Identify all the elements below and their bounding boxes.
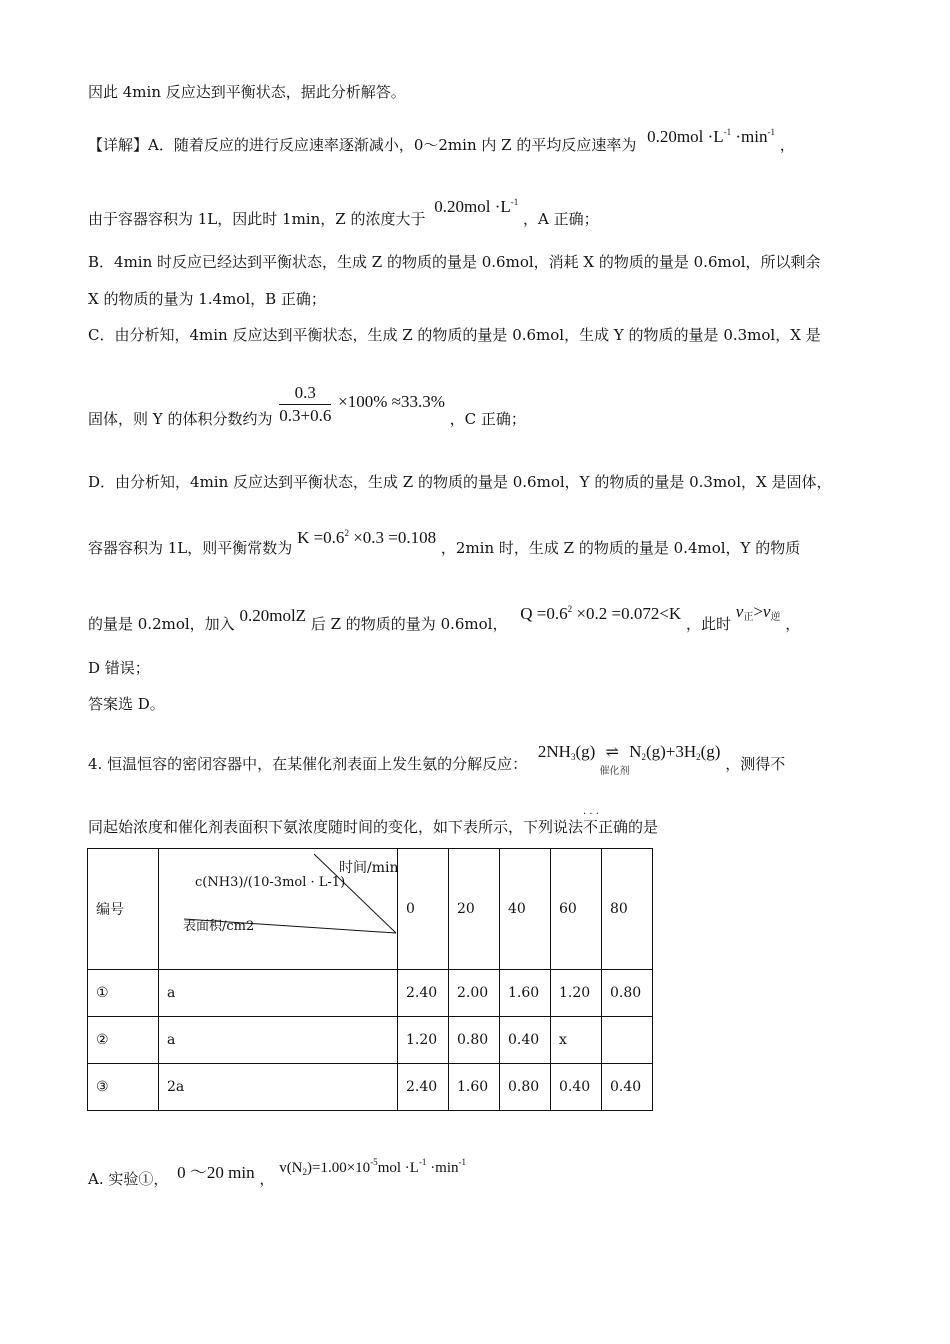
detail-a-line-2 [88,197,599,229]
math-text: v [735,602,744,621]
equilibrium-arrow-icon: ⇌ [605,744,619,761]
math-text: ×100% ≈33.3% [338,391,445,411]
greater-than-sign: > [753,602,763,621]
detail-d-line-4: D 错误； [88,659,150,677]
row-value [602,1017,653,1064]
math-text: v [762,602,771,621]
catalyst-arrow [599,742,630,777]
row-id: ③ [88,1064,159,1111]
math-text: 0.20mol ·L [647,127,724,146]
text-segment: ，A 正确； [523,210,599,228]
superscript: -1 [767,127,775,137]
data-table [87,848,653,1111]
column-header-id: 编号 [88,849,159,970]
row-area: a [159,1017,398,1064]
math-text: mol ·L [377,1160,419,1176]
detail-c-line: C．由分析知，4min 反应达到平衡状态，生成 Z 的物质的量是 0.6mol，生成 Y 的物质的量是 0.3mol，X 是 [88,326,821,344]
row-value: 0.40 [500,1017,551,1064]
row-value: 1.20 [398,1017,449,1064]
row-value: 0.40 [602,1064,653,1111]
less-than-sign: < [659,604,669,623]
row-value: 1.60 [449,1064,500,1111]
fraction-denominator: 0.3+0.6 [279,406,332,425]
text-segment: ，C 正确； [449,409,526,428]
text-segment: 4. 恒温恒容的密闭容器中，在某催化剂表面上发生氨的分解反应： [88,755,528,773]
math-text: (g) [575,742,596,761]
row-value: 2.00 [449,970,500,1017]
superscript: -1 [510,197,519,207]
rate-comparison [736,602,781,621]
superscript: -1 [723,127,732,137]
detail-d-line-2 [88,528,801,558]
time-header: 0 [398,849,449,970]
time-interval: 0 ～20 min [177,1163,255,1182]
row-value: 2.40 [398,970,449,1017]
math-text: K [668,604,682,623]
math-text: )=1.00×10 [307,1160,371,1176]
math-text: N [629,742,642,761]
detail-b-line: B．4min 时反应已经达到平衡状态，生成 Z 的物质的量是 0.6mol，消耗 X 的物质的量是 0.6mol，所以剩余 [88,253,821,271]
question-4-stem [88,742,786,779]
text-segment: ，此时 [685,615,731,633]
row-id: ② [88,1017,159,1064]
reaction-quotient-expression [520,604,681,623]
text-segment: 容器容积为 1L，则平衡常数为 [88,539,293,557]
math-text: Q =0.6 [520,604,568,623]
time-axis-label: 时间/min [339,860,399,876]
math-text: ·min [735,127,768,146]
superscript: -1 [418,1157,427,1167]
concentration-label: c(NH3)/(10-3mol · L-1) [195,875,346,890]
math-text: ×0.2 =0.072 [572,604,660,623]
option-a [88,1157,467,1194]
row-value: 0.80 [449,1017,500,1064]
punctuation: ， [785,615,801,633]
row-value: 2.40 [398,1064,449,1111]
rate-expression [647,127,775,146]
text-line: 因此 4min 反应达到平衡状态，据此分析解答。 [88,83,406,101]
text-segment: 固体，则 Y 的体积分数约为 [88,409,273,428]
row-value: 1.60 [500,970,551,1017]
math-text: (g)+3H [645,742,697,761]
table-header-row [88,849,653,970]
detail-c-line-2 [88,382,526,427]
subscript: 逆 [770,612,781,623]
math-text: (g) [700,742,721,761]
emphasis-text: · · · 不正确 [583,817,628,837]
area-label: 表面积/cm2 [183,919,255,934]
math-text: 2NH [537,742,571,761]
superscript: -1 [458,1157,467,1167]
subscript: 3 [570,752,576,762]
reaction-equation [537,742,721,777]
math-text: 0.20mol ·L [434,197,511,216]
time-header: 80 [602,849,653,970]
text-segment: ，测得不 [725,755,786,773]
punctuation: ， [259,1170,275,1188]
subscript: 正 [743,612,754,623]
row-id: ① [88,970,159,1017]
fraction-numerator: 0.3 [279,382,331,405]
rate-value-expression [279,1157,467,1177]
time-header: 40 [500,849,551,970]
equilibrium-constant-expression [297,528,436,547]
row-value: 0.40 [551,1064,602,1111]
text-segment: 【详解】A．随着反应的进行反应速率逐渐减小，0～2min 内 Z 的平均反应速率为 [88,136,637,154]
text-segment: 同起始浓度和催化剂表面积下氨浓度随时间的变化，如下表所示，下列说法 [88,818,584,836]
detail-b-line-2: X 的物质的量为 1.4mol，B 正确； [88,290,326,308]
math-text: ×0.3 =0.108 [348,528,437,547]
subscript: 2 [302,1167,308,1177]
row-value: 0.80 [602,970,653,1017]
superscript: -5 [370,1157,378,1167]
punctuation: ， [779,136,795,154]
fraction [279,382,331,427]
detail-d-line: D．由分析知，4min 反应达到平衡状态，生成 Z 的物质的量是 0.6mol，Y 的物质的量是 0.3mol，X 是固体， [88,473,832,491]
option-label: A. 实验①， [88,1170,169,1188]
superscript: 2 [344,528,349,538]
row-value: 0.80 [500,1064,551,1111]
text-segment: 的是 [628,818,659,836]
row-value: 1.20 [551,970,602,1017]
math-text: 0.20molZ [239,606,307,625]
detail-a-line [88,127,795,155]
table-row [88,1017,653,1064]
subscript: 2 [641,752,646,762]
math-text: K =0.6 [297,528,345,547]
row-area: 2a [159,1064,398,1111]
detail-d-line-3 [88,602,801,640]
question-4-stem-2 [88,817,658,837]
diagonal-header-cell [159,849,398,970]
answer-line: 答案选 D。 [88,695,165,713]
time-header: 60 [551,849,602,970]
concentration-expression [434,197,518,216]
subscript: 2 [696,752,701,762]
text-segment: 由于容器容积为 1L，因此时 1min，Z 的浓度大于 [88,210,426,228]
text-segment: ，2min 时，生成 Z 的物质的量是 0.4mol，Y 的物质 [440,539,801,557]
text-segment: 后 Z 的物质的量为 0.6mol， [310,615,508,633]
row-value: x [551,1017,602,1064]
superscript: 2 [567,604,573,614]
math-text: v(N [279,1160,303,1176]
catalyst-label: 催化剂 [599,766,630,777]
table-row [88,970,653,1017]
row-area: a [159,970,398,1017]
math-text: ·min [426,1160,459,1176]
text-segment: 的量是 0.2mol，加入 [88,615,235,633]
table-row [88,1064,653,1111]
time-header: 20 [449,849,500,970]
